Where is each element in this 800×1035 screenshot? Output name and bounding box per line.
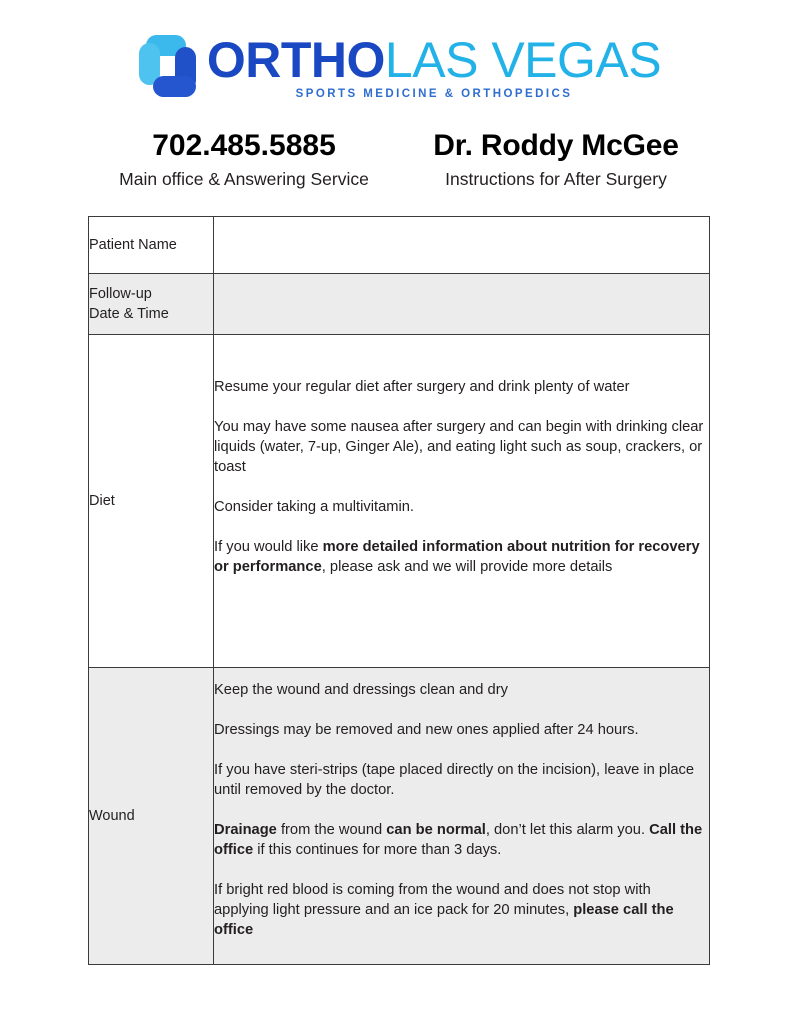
emphasis-text: Drainage: [214, 822, 277, 838]
row-label-patient-name: Patient Name: [89, 217, 214, 274]
body-text: Resume your regular diet after surgery and drink plenty of water: [214, 379, 630, 395]
phone-number: 702.485.5885: [152, 129, 336, 162]
logo-word-ortho: ORTHO: [206, 32, 385, 88]
emphasis-text: please call the office: [214, 902, 674, 938]
instruction-paragraph: [214, 417, 709, 477]
row-label-wound: Wound: [89, 668, 214, 965]
field-patient-name-value[interactable]: [214, 217, 710, 274]
body-text: Keep the wound and dressings clean and dry: [214, 682, 508, 698]
emphasis-text: more detailed information about nutrition for recovery or performance: [214, 539, 700, 575]
body-text: If you have steri-strips (tape placed directly on the incision), leave in place until removed by the doctor.: [214, 762, 695, 798]
row-label-followup-line1: Follow-up: [89, 286, 152, 302]
ortho-pinwheel-logo-icon: [139, 35, 199, 97]
body-text: You may have some nausea after surgery and can begin with drinking clear liquids (water, 7-up, Ginger Ale), and eating light such as soup, crackers, or toast: [214, 419, 704, 475]
row-label-followup: [89, 274, 214, 335]
instruction-paragraph: [214, 497, 709, 517]
body-text: If you would like: [214, 539, 323, 555]
body-text: Consider taking a multivitamin.: [214, 499, 414, 515]
instruction-paragraph: [214, 377, 709, 397]
instruction-paragraph: [214, 680, 709, 700]
table-row: [89, 335, 710, 668]
wound-instructions: [214, 668, 710, 965]
instruction-paragraph: [214, 880, 709, 940]
emphasis-text: Call the office: [214, 822, 703, 858]
body-text: , don’t let this alarm you.: [485, 822, 650, 838]
body-text: if this continues for more than 3 days.: [253, 842, 502, 858]
table-row: [89, 274, 710, 335]
table-row: [89, 217, 710, 274]
header-doctor-block: [400, 128, 712, 191]
instruction-paragraph: [214, 720, 709, 740]
document-subtitle: Instructions for After Surgery: [445, 169, 667, 189]
clinic-logo: [0, 33, 800, 100]
diet-instructions: [214, 335, 710, 668]
document-header: [88, 128, 712, 191]
body-text: If bright red blood is coming from the wound and does not stop with applying light pressure and an ice pack for 20 minutes,: [214, 882, 651, 918]
field-followup-value[interactable]: [214, 274, 710, 335]
emphasis-text: can be normal: [386, 822, 486, 838]
header-contact-block: [88, 128, 400, 191]
table-row: [89, 668, 710, 965]
logo-tagline: SPORTS MEDICINE & ORTHOPEDICS: [295, 88, 573, 100]
logo-wordmark: [207, 33, 661, 87]
instruction-paragraph: [214, 537, 709, 577]
phone-caption: Main office & Answering Service: [119, 169, 369, 189]
after-surgery-instructions-table: [88, 216, 710, 965]
instruction-paragraph: [214, 760, 709, 800]
body-text: from the wound: [276, 822, 387, 838]
instruction-paragraph: [214, 820, 709, 860]
doctor-name: Dr. Roddy McGee: [433, 129, 679, 162]
row-label-diet: Diet: [89, 335, 214, 668]
body-text: Dressings may be removed and new ones applied after 24 hours.: [214, 722, 639, 738]
body-text: , please ask and we will provide more details: [321, 559, 613, 575]
row-label-followup-line2: Date & Time: [89, 306, 169, 322]
logo-word-lasvegas: LAS VEGAS: [384, 32, 662, 88]
